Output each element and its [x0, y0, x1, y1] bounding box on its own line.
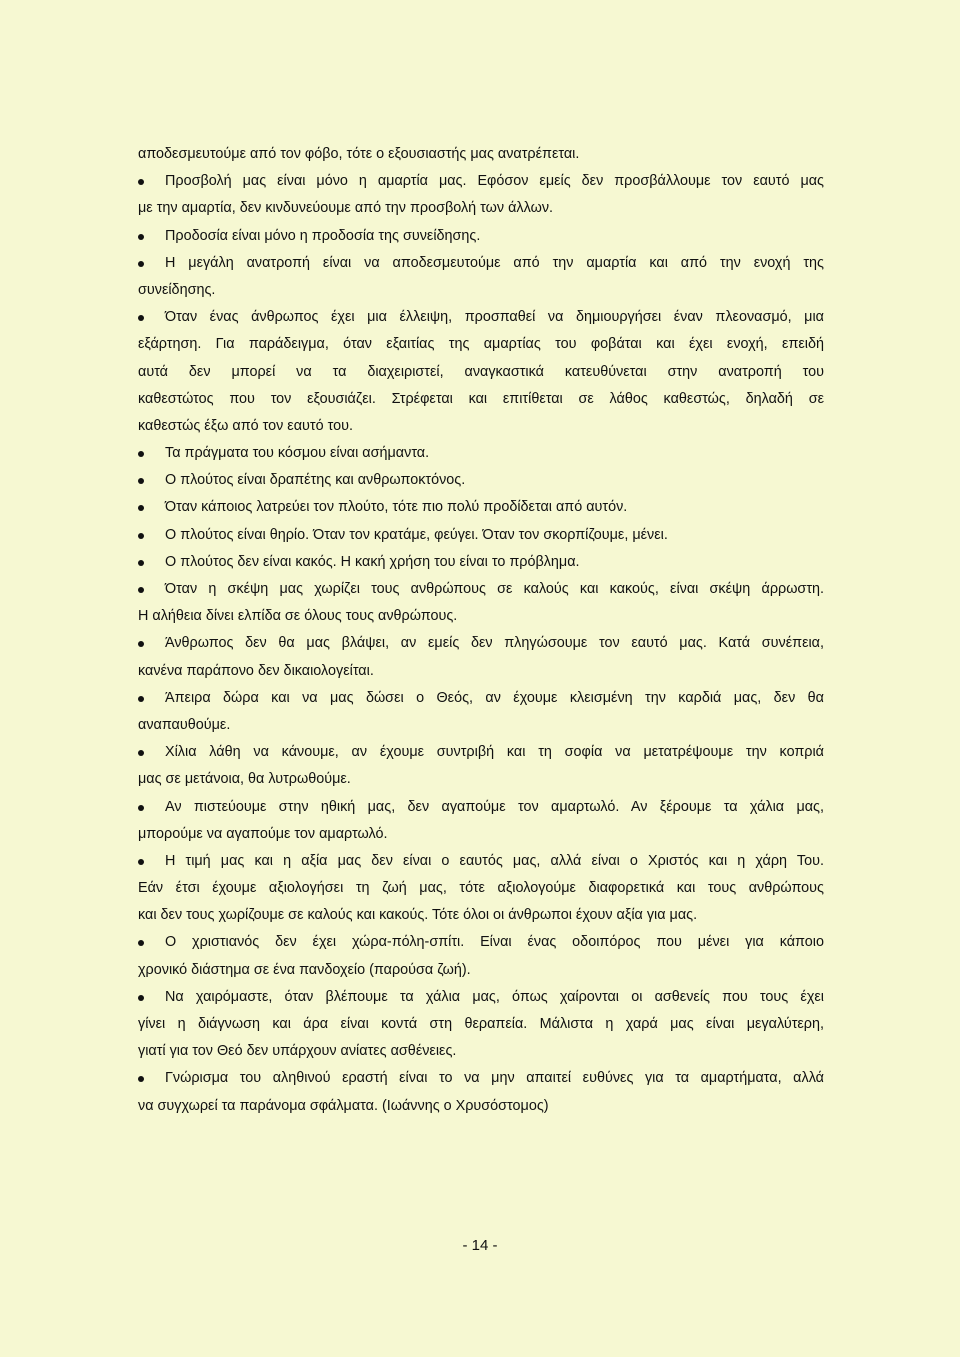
- bullet-icon: [138, 234, 144, 240]
- text-line: Χίλια λάθη να κάνουμε, αν έχουμε συντριβή και τη σοφία να μετατρέψουμε την κοπριά: [165, 744, 824, 761]
- bullet-item: [138, 1065, 824, 1092]
- text-line: καθεστώτος που τον εξουσιάζει. Στρέφεται και επιτίθεται σε λάθος καθεστώς, δηλαδή σε: [138, 390, 824, 407]
- text-line: Αν πιστεύουμε στην ηθική μας, δεν αγαπούμε τον αμαρτωλό. Αν ξέρουμε τα χάλια μας,: [165, 798, 824, 815]
- bullet-item: [138, 250, 824, 277]
- text-line: Όταν κάποιος λατρεύει τον πλούτο, τότε πιο πολύ προδίδεται από αυτόν.: [165, 499, 628, 516]
- text-line: Προδοσία είναι μόνο η προδοσία της συνείδησης.: [165, 227, 481, 244]
- text-line: γίνει η διάγνωση και άρα είναι κοντά στη θεραπεία. Μάλιστα η χαρά μας είναι μεγαλύτερη,: [138, 1016, 824, 1032]
- bullet-item: [138, 630, 824, 657]
- text-line: Η αλήθεια δίνει ελπίδα σε όλους τους ανθρώπους.: [138, 608, 458, 625]
- text-line: εξάρτηση. Για παράδειγμα, όταν εξαιτίας της αμαρτίας του φοβάται και έχει ενοχή, επειδή: [138, 336, 824, 353]
- bullet-icon: [138, 505, 144, 511]
- document-body: [138, 141, 824, 1120]
- text-line: μας σε μετάνοια, θα λυτρωθούμε.: [138, 771, 351, 788]
- text-line: Άπειρα δώρα και να μας δώσει ο Θεός, αν έχουμε κλεισμένη την καρδιά μας, δεν θα: [165, 689, 824, 706]
- text-line: να συγχωρεί τα παράνομα σφάλματα. (Ιωάννης ο Χρυσόστομος): [138, 1097, 549, 1114]
- text-line: Η μεγάλη ανατροπή είναι να αποδεσμευτούμε από την αμαρτία και από την ενοχή της: [165, 254, 824, 271]
- bullet-icon: [138, 179, 144, 185]
- text-line: Όταν ένας άνθρωπος έχει μια έλλειψη, προσπαθεί να δημιουργήσει έναν πλεονασμό, μια: [165, 309, 824, 326]
- page-number: - 14 -: [462, 1237, 498, 1254]
- text-line: καθεστώς έξω από τον εαυτό του.: [138, 417, 353, 434]
- text-line: και δεν τους χωρίζουμε σε καλούς και κακούς. Τότε όλοι οι άνθρωποι έχουν αξία για μας.: [138, 907, 698, 924]
- text-line: αναπαυθούμε.: [138, 716, 231, 733]
- bullet-icon: [138, 478, 144, 484]
- bullet-item: [138, 685, 824, 712]
- text-line: Όταν η σκέψη μας χωρίζει τους ανθρώπους σε καλούς και κακούς, είναι σκέψη άρρωστη.: [165, 581, 824, 597]
- bullet-item: [138, 739, 824, 766]
- bullet-icon: [138, 805, 144, 811]
- bullet-item: [138, 522, 824, 549]
- text-line: χρονικό διάστημα σε ένα πανδοχείο (παρούσα ζωή).: [138, 961, 471, 978]
- text-line: αποδεσμευτούμε από τον φόβο, τότε ο εξουσιαστής μας ανατρέπεται.: [138, 146, 580, 162]
- text-line: με την αμαρτία, δεν κινδυνεύουμε από την προσβολή των άλλων.: [138, 200, 554, 217]
- bullet-icon: [138, 940, 144, 946]
- bullet-icon: [138, 261, 144, 267]
- text-line: κανένα παράπονο δεν δικαιολογείται.: [138, 662, 374, 679]
- bullet-item: [138, 304, 824, 331]
- text-line: Γνώρισμα του αληθινού εραστή είναι το να μην απαιτεί ευθύνες για τα αμαρτήματα, αλλά: [165, 1070, 824, 1087]
- bullet-item: [138, 794, 824, 821]
- bullet-icon: [138, 696, 144, 702]
- text-line: Να χαιρόμαστε, όταν βλέπουμε τα χάλια μας, όπως χαίρονται οι ασθενείς που τους έχει: [165, 988, 824, 1005]
- bullet-item: [138, 494, 824, 521]
- bullet-item: [138, 168, 824, 195]
- bullet-item: [138, 929, 824, 956]
- bullet-item: [138, 848, 824, 875]
- bullet-icon: [138, 451, 144, 457]
- bullet-icon: [138, 315, 144, 321]
- bullet-item: [138, 440, 824, 467]
- bullet-icon: [138, 995, 144, 1001]
- bullet-item: [138, 223, 824, 250]
- bullet-item: [138, 549, 824, 576]
- bullet-item: [138, 467, 824, 494]
- bullet-item: [138, 576, 824, 603]
- bullet-icon: [138, 533, 144, 539]
- text-line: Προσβολή μας είναι μόνο η αμαρτία μας. Εφόσον εμείς δεν προσβάλλουμε τον εαυτό μας: [165, 173, 824, 190]
- bullet-icon: [138, 859, 144, 865]
- text-line: Τα πράγματα του κόσμου είναι ασήμαντα.: [165, 445, 430, 462]
- bullet-icon: [138, 587, 144, 593]
- text-line: Άνθρωπος δεν θα μας βλάψει, αν εμείς δεν πληγώσουμε τον εαυτό μας. Κατά συνέπεια,: [165, 635, 824, 652]
- text-line: Η τιμή μας και η αξία μας δεν είναι ο εαυτός μας, αλλά είναι ο Χριστός και η χάρη Του.: [165, 852, 824, 869]
- bullet-item: [138, 984, 824, 1011]
- text-line: Εάν έτσι έχουμε αξιολογήσει τη ζωή μας, τότε αξιολογούμε διαφορετικά και τους ανθρώπους: [138, 880, 824, 897]
- text-line: Ο πλούτος είναι δραπέτης και ανθρωποκτόνος.: [165, 472, 466, 489]
- text-line: Ο πλούτος είναι θηρίο. Όταν τον κρατάμε, φεύγει. Όταν τον σκορπίζουμε, μένει.: [165, 526, 668, 543]
- bullet-icon: [138, 641, 144, 647]
- text-line: γιατί για τον Θεό δεν υπάρχουν ανίατες ασθένειες.: [138, 1043, 457, 1060]
- bullet-icon: [138, 750, 144, 756]
- text-line: Ο πλούτος δεν είναι κακός. Η κακή χρήση του είναι το πρόβλημα.: [165, 553, 580, 570]
- bullet-icon: [138, 560, 144, 566]
- text-line: αυτά δεν μπορεί να τα διαχειριστεί, αναγκαστικά κατευθύνεται στην ανατροπή του: [138, 363, 824, 380]
- text-line: συνείδησης.: [138, 281, 216, 298]
- text-line: Ο χριστιανός δεν έχει χώρα-πόλη-σπίτι. Είναι ένας οδοιπόρος που μένει για κάποιο: [165, 934, 824, 951]
- bullet-icon: [138, 1076, 144, 1082]
- text-line: μπορούμε να αγαπούμε τον αμαρτωλό.: [138, 825, 388, 842]
